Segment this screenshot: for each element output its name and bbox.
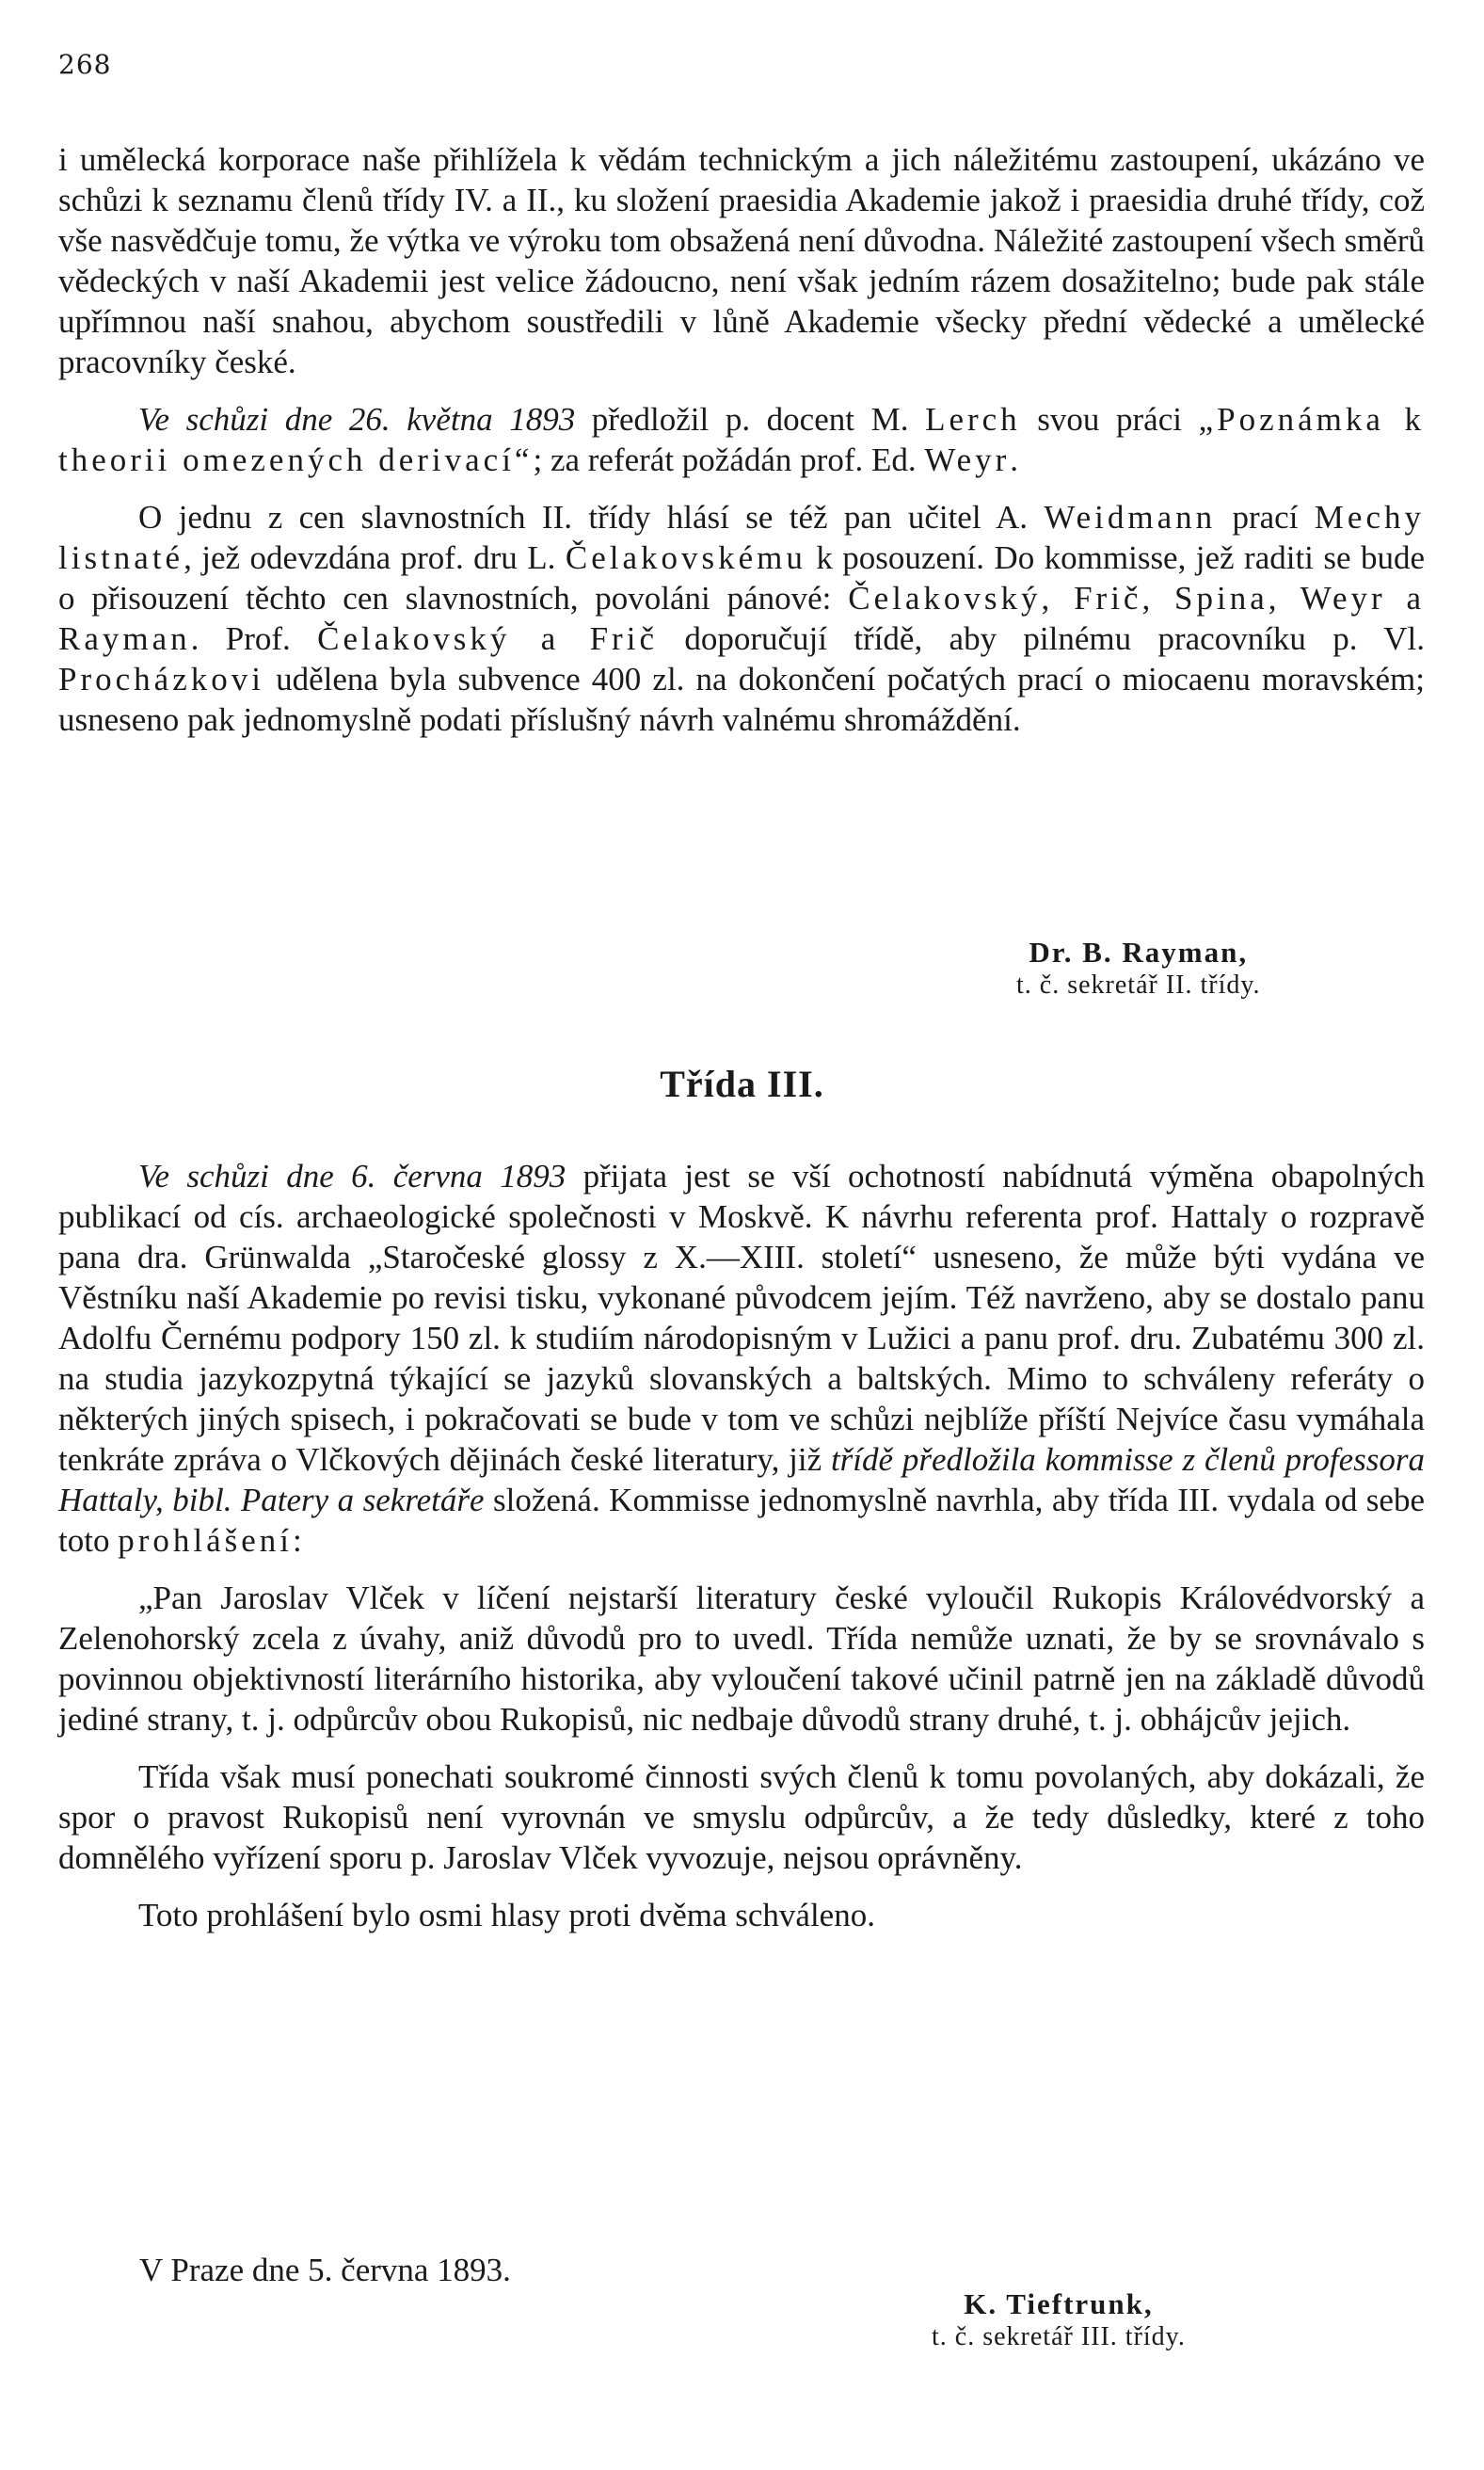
signature-name: Dr. B. Rayman, [1029,936,1249,969]
text-run: O jednu z cen slavnostních II. třídy hlásí se též pan učitel A. [138,499,1045,536]
text-run: , jež odevzdána prof. dru L. [184,539,566,576]
section-heading: Třída III. [660,1063,824,1105]
text-run: k posouzení. Do kommisse, jež raditi se bude o přisouzení těchto cen slavnostních, povoláni pánové: [58,539,1426,617]
author-name: Weidmann [1044,499,1217,536]
text-run: složená. Kommisse jednomyslně navrhla, aby třída III. vydala od sebe toto [58,1482,1425,1559]
paragraph-2 [58,399,1425,480]
commission-members: Čelakovský, Frič, Spina, Weyr a Rayman [58,580,1426,657]
section-1-text [58,139,1425,740]
paragraph-4 [58,1156,1425,1561]
work-title: Mechy listnaté [58,499,1425,576]
grantee-name: Procházkovi [58,661,264,698]
meeting-date: Ve schůzi dne 6. června 1893 [138,1158,566,1195]
quote-paragraph-1: „Pan Jaroslav Vlček v líčení nejstarší literatury české vyloučil Rukopis Královédvorský a Zelenohorský zcela z úvahy, aniž důvodů pro to uvedl. Třída nemůže uznati, že by se srovnávalo s povinnou objektivností literárního historika, aby vyloučení takové učinil patrně jen na základě důvodů jediné strany, t. j. odpůrcův obou Rukopisů, nic nedbaje důvodů strany druhé, t. j. obhájcův jejich. [58,1580,1425,1738]
text-run: . Prof. [190,620,318,657]
text-run: : [293,1522,302,1559]
signature-name: K. Tieftrunk, [964,2287,1154,2320]
meeting-date: Ve schůzi dne 26. května 1893 [138,401,576,438]
approval-note: Toto prohlášení bylo osmi hlasy proti dvěma schváleno. [138,1897,875,1933]
dateline: V Praze dne 5. června 1893. [139,2252,511,2288]
quote-paragraph-2: Třída však musí ponechati soukromé činnosti svých členů k tomu povolaných, aby dokázali, že spor o pravost Rukopisů není vyrovnán ve smyslu odpůrcův, a že tedy důsledky, které z toho domnělého vyřízení sporu p. Jaroslav Vlček vyvozuje, nejsou oprávněny. [58,1758,1425,1876]
text-run: udělena byla subvence 400 zl. na dokončení počatých prací o miocaenu moravském; usneseno pak jednomyslně podati příslušný návrh valnému shromáždění. [58,661,1425,738]
declaration-label: prohlášení [118,1522,293,1559]
author-name: Lerch [925,401,1021,438]
text-run: prací [1216,499,1315,536]
referee-name: Weyr [924,441,1011,478]
recommending-profs: Čelakovský a Frič [317,620,658,657]
signature-role: t. č. sekretář III. třídy. [932,2322,1186,2351]
referee-name: Čelakovskému [565,539,806,576]
italic-run: třídě předložila kommisse z členů professora Hattaly, bibl. Patery a sekretáře [58,1441,1426,1518]
text-run: přijata jest se vší ochotností nabídnutá výměna obapolných publikací od cís. archaeologické společnosti v Moskvě. K návrhu referenta prof. Hattaly o rozpravě pana dra. Grünwalda „Staročeské glossy z X.—XIII. století“ usneseno, že může býti vydána ve Věstníku naší Akademie po revisi tisku, vykonané původcem jejím. Též navrženo, aby se dostalo panu Adolfu Černému podpory 150 zl. k studiím národopisným v Lužici a panu prof. dru. Zubatému 300 zl. na studia jazykozpytná týkající se jazyků slovanských a baltských. Mimo to schváleny referáty o některých jiných spisech, i pokračovati se bude v tom ve schůzi nejblíže příští Nejvíce času vymáhala tenkráte zpráva o Vlčkových dějinách české literatury, již [58,1158,1425,1478]
text-run: předložil p. docent M. [575,401,926,438]
page-number: 268 [58,49,112,80]
work-title: „Poznámka k theorii omezených derivací“ [58,401,1426,478]
signature-block-1 [1016,936,1261,1002]
section-2-text [58,1156,1425,1935]
paragraph-1: i umělecká korporace naše přihlížela k vědám technickým a jich náležitému zastoupení, ukázáno ve schůzi k seznamu členů třídy IV. a II., ku složení praesidia Akademie jakož i praesidia druhé třídy, což vše nasvědčuje tomu, že výtka ve výroku tom obsažená není důvodna. Náležité zastoupení všech směrů vědeckých v naší Akademii jest velice žádoucno, není však jedním rázem dosažitelno; bude pak stále upřímnou naší snahou, abychom soustředili v lůně Akademie všecky přední vědecké a umělecké pracovníky české. [58,141,1425,380]
signature-role: t. č. sekretář II. třídy. [1016,970,1261,1000]
text-run: ; za referát požádán prof. Ed. [533,441,925,478]
text-run: . [1010,441,1019,478]
text-run: svou práci [1020,401,1199,438]
text-run: doporučují třídě, aby pilnému pracovníku p. Vl. [657,620,1425,657]
paragraph-3 [58,497,1425,740]
signature-block-2 [932,2287,1186,2353]
